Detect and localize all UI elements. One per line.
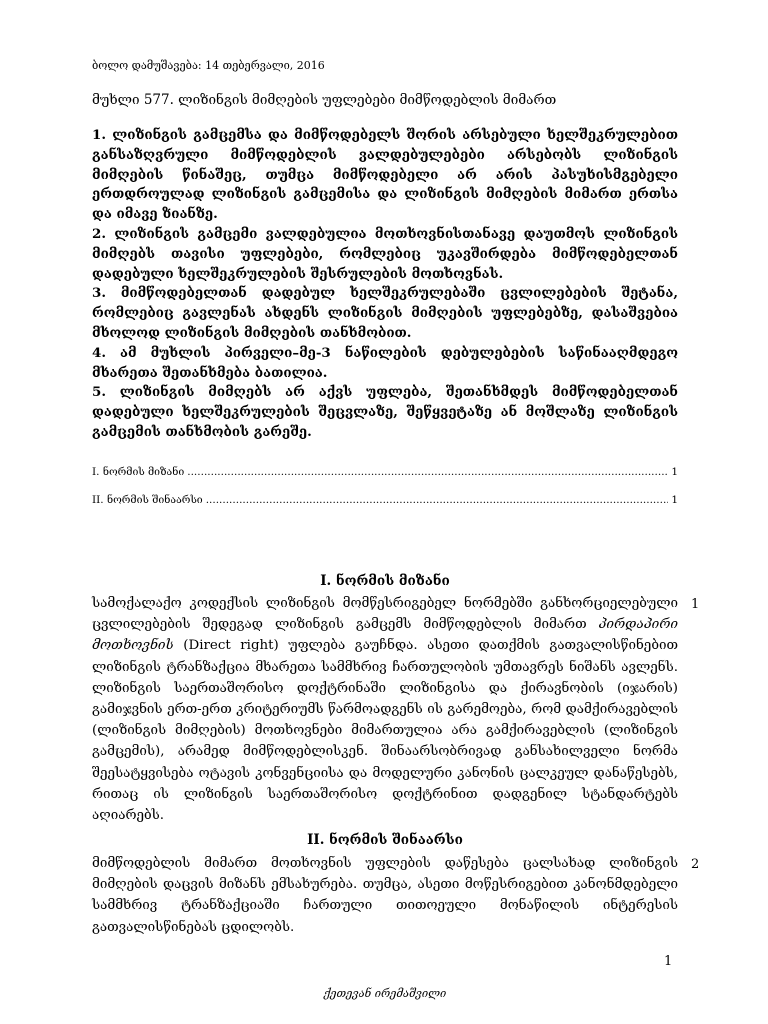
article-point: 3. მიმწოდებელთან დადებულ ხელშეკრულებაში ცვლილებების შეტანა, რომლებიც გავლენას ახდენს ლიზინგის მიმღების უფლებებზე, დასაშვებია მხოლოდ ლიზინგის მიმღების თანხმობით. [92, 285, 678, 341]
article-point: 1. ლიზინგის გამცემსა და მიმწოდებელს შორის არსებული ხელშეკრულებით განსაზღვრული მიმწოდებლის ვალდებულებები არსებობს ლიზინგის მიმღების წინაშეც, თუმცა მიმწოდებელი არ არის პასუხისმგებელი ერთდროულად ლიზინგის გამცემისა და ლიზინგის მიმღების მიმართ ერთსა და იმავე ზიანზე. [92, 127, 678, 223]
toc-entry-page[interactable]: 1 [671, 466, 678, 478]
toc-leader-dots [206, 494, 669, 506]
section-body-purpose [92, 593, 678, 826]
toc-entry-content[interactable] [92, 494, 678, 522]
article-point: 5. ლიზინგის მიმღებს არ აქვს უფლება, შეთანხმდეს მიმწოდებელთან დადებული ხელშეკრულების შეცვლაზე, შეწყვეტაზე ან მოშლაზე ლიზინგის გამცემის თანხმობის გარეშე. [92, 384, 678, 440]
section-heading-content: II. ნორმის შინაარსი [307, 832, 463, 848]
section-body-content [92, 853, 678, 938]
margin-number: 2 [691, 857, 700, 872]
paragraph-text: (Direct right) უფლება გაუჩნდა. ასეთი დათქმის გათვალისწინებით ლიზინგის ტრანზაქცია მხარეთა სამმხრივ ჩართულობის უმთავრეს ნიშანს ავლენს. ლიზინგის საერთაშორისო დოქტრინაში ლიზინგისა და ქირავნობის (იჯარის) გამიჯვნის ერთ-ერთ კრიტერიუმს წარმოადგენს ის გარემოება, რომ დამქირავებლის (ლიზინგის მიმღების) მოთხოვნები მიმართულია არა გამქირავებლის (ლიზინგის გამცემის), არამედ მიმწოდებლისკენ. შინაარსობრივად განსახილველი ნორმა შეესატყვისება ოტავის კონვენციისა და მოდელური კანონის ცალკეულ დანაწესებს, რითაც ის ლიზინგის საერთაშორისო დოქტრინით დადგენილ სტანდარტებს აღიარებს. [92, 638, 678, 824]
toc-entry-label[interactable]: II. ნორმის შინაარსი [92, 494, 203, 506]
section-paragraph [92, 593, 678, 826]
article-title: მუხლი 577. ლიზინგის მიმღების უფლებები მიმწოდებლის მიმართ [92, 92, 557, 108]
footer-author: ქეთევან ირემაშვილი [323, 987, 447, 1000]
article-points [92, 126, 678, 443]
margin-number: 1 [691, 597, 700, 612]
italic-term: პირდაპირი მოთხოვნის [92, 617, 678, 654]
article-point: 4. ამ მუხლის პირველი–მე-3 ნაწილების დებულებების საწინააღმდეგო მხარეთა შეთანხმება ბათილია. [92, 344, 678, 381]
toc-entry-page[interactable]: 1 [671, 494, 678, 506]
paragraph-text: სამოქალაქო კოდექსის ლიზინგის მომწესრიგებელ ნორმებში განხორციელებული ცვლილებების შედეგად ლიზინგის გამცემს მიმწოდებლის მიმართ [92, 596, 678, 633]
section-paragraph: მიმწოდებლის მიმართ მოთხოვნის უფლების დაწესება ცალსახად ლიზინგის მიმღების დაცვის მიზანს ემსახურება. თუმცა, ასეთი მოწესრიგებით კანონმდებელი სამმხრივ ტრანზაქციაში ჩართული თითოეული მონაწილის ინტერესის გათვალისწინებას ცდილობს. [92, 856, 678, 935]
toc-entry-purpose[interactable] [92, 466, 678, 494]
table-of-contents [92, 466, 678, 522]
toc-leader-dots [187, 466, 668, 478]
article-point: 2. ლიზინგის გამცემი ვალდებულია მოთხოვნისთანავე დაუთმოს ლიზინგის მიმღებს თავისი უფლებები, რომლებიც უკავშირდება მიმწოდებელთან დადებული ხელშეკრულების შესრულების მოთხოვნას. [92, 225, 678, 282]
last-update-note: ბოლო დამუშავება: 14 თებერვალი, 2016 [92, 59, 325, 72]
toc-entry-label[interactable]: I. ნორმის მიზანი [92, 466, 185, 478]
section-heading-purpose: I. ნორმის მიზანი [320, 573, 450, 589]
page-number: 1 [664, 954, 673, 969]
